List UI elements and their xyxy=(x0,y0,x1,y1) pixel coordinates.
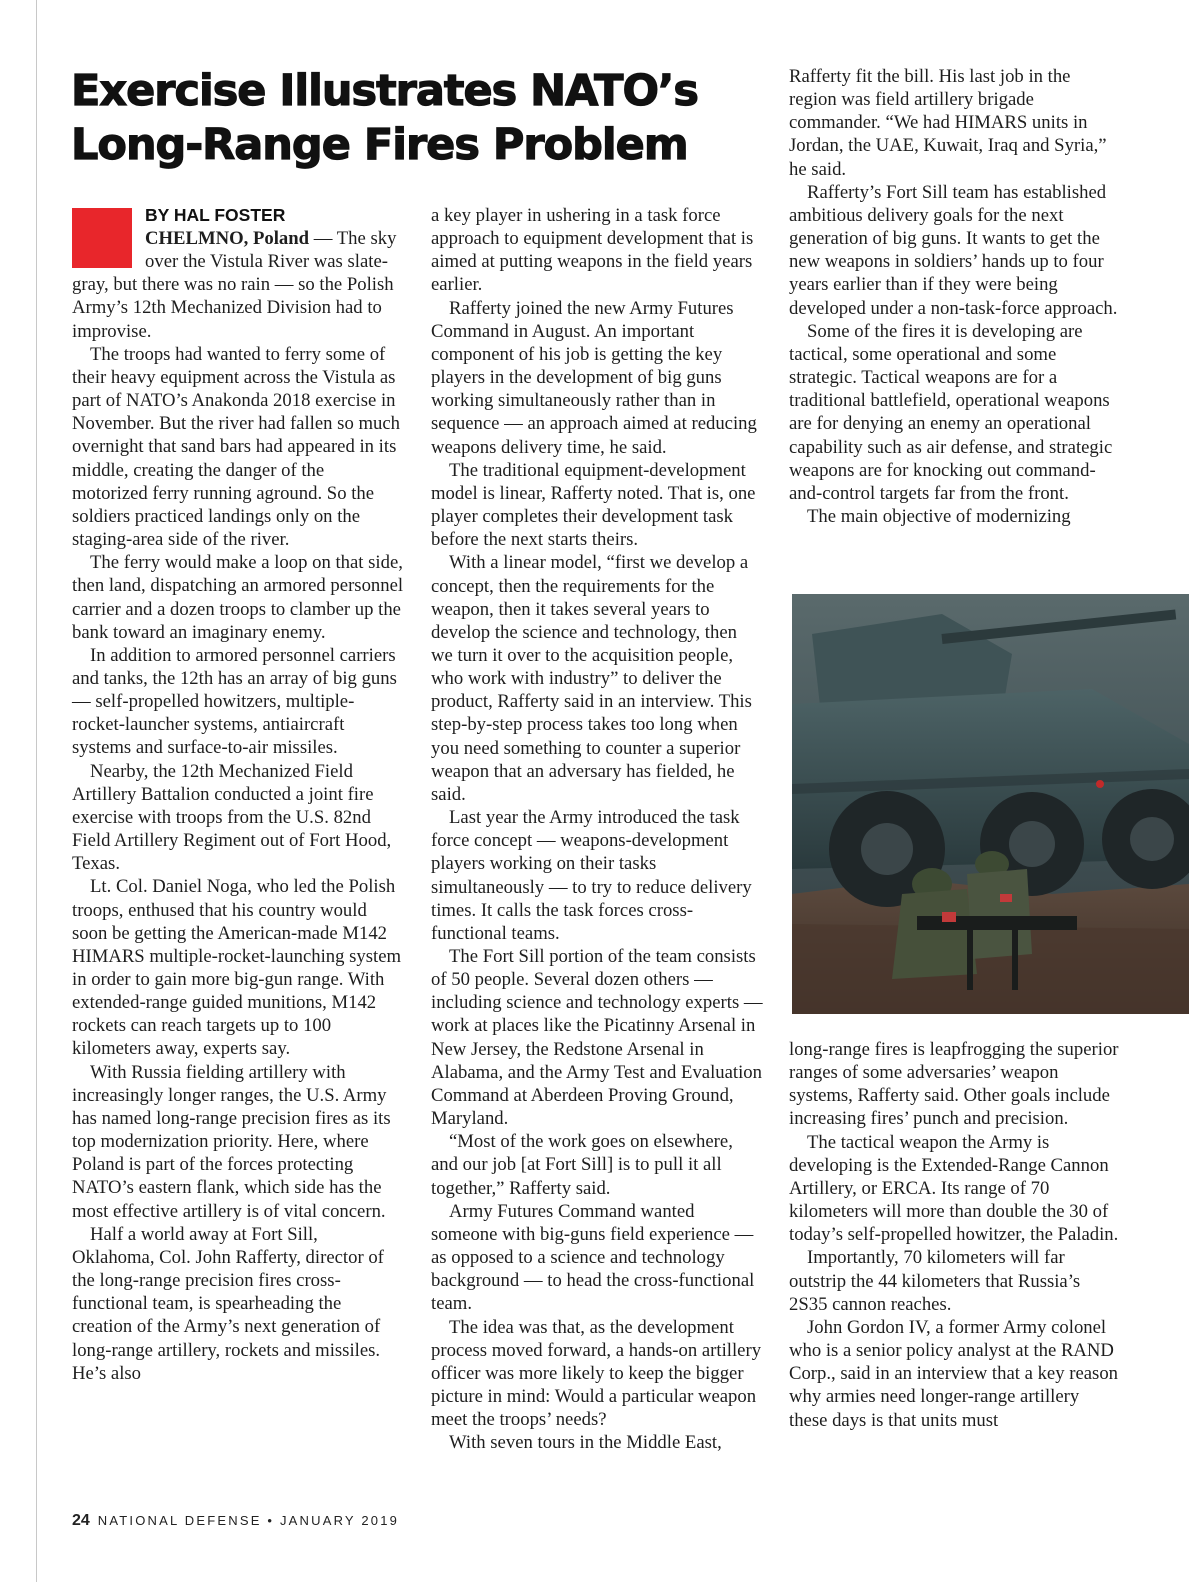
paragraph: Last year the Army introduced the task force concept — weapons-development players working on their tasks simultaneously — to try to reduce delivery times. It calls the task forces cross-functional teams. xyxy=(431,807,752,944)
article-column-3-top xyxy=(789,65,1121,528)
paragraph: The ferry would make a loop on that side, then land, dispatching an armored personnel carrier and a dozen troops to clamber up the bank toward an imaginary enemy. xyxy=(72,552,404,643)
paragraph-continued: Rafferty fit the bill. His last job in the region was field artillery brigade commander. “We had HIMARS units in Jordan, the UAE, Kuwait, Iraq and Syria,” he said. xyxy=(789,66,1107,180)
article-headline xyxy=(71,64,751,172)
page-number: 24 xyxy=(72,1512,90,1529)
paragraph: Half a world away at Fort Sill, Oklahoma, Col. John Rafferty, director of the long-range precision fires cross-functional team, is spearheading the creation of the Army’s next generation of long-range artillery, rockets and missiles. He’s also xyxy=(72,1223,384,1384)
paragraph: Rafferty joined the new Army Futures Command in August. An important component of his job is getting the key players in the development of big guns working simultaneously rather than in sequence — an approach aimed at reducing weapons delivery time, he said. xyxy=(431,297,757,458)
paragraph: The tactical weapon the Army is developing is the Extended-Range Cannon Artillery, or ERCA. Its range of 70 kilometers will more than double the 30 of today’s self-propelled howitzer, the Paladin. xyxy=(789,1131,1119,1246)
paragraph: With seven tours in the Middle East, xyxy=(449,1432,722,1454)
page-edge-rule xyxy=(36,0,37,1582)
byline: BY HAL FOSTER xyxy=(145,205,286,225)
lead-text: — The sky over the Vistula River was slate-gray, but there was no rain — so the Polish Army’s 12th Mechanized Division had to improvise. xyxy=(72,228,397,342)
paragraph: Army Futures Command wanted someone with big-guns field experience — as opposed to a science and technology background — to head the cross-functional team. xyxy=(431,1200,755,1315)
paragraph: Rafferty’s Fort Sill team has established ambitious delivery goals for the next generation of big guns. It wants to get the new weapons in soldiers’ hands up to four years earlier than if they were being developed under a non-task-force approach. xyxy=(789,181,1118,319)
article-column-3-bottom xyxy=(789,1038,1121,1432)
paragraph: “Most of the work goes on elsewhere, and our job [at Fort Sill] is to pull it all together,” Rafferty said. xyxy=(431,1131,733,1199)
paragraph: The main objective of modernizing xyxy=(807,505,1071,527)
armored-vehicle-photo xyxy=(792,594,1189,1014)
paragraph: In addition to armored personnel carriers and tanks, the 12th has an array of big guns — self-propelled howitzers, multiple-rocket-launcher systems, antiaircraft systems and surface-to-air missiles. xyxy=(72,644,397,759)
article-column-2 xyxy=(431,204,763,1454)
page-footer xyxy=(72,1512,399,1530)
paragraph: With Russia fielding artillery with increasingly longer ranges, the U.S. Army has named long-range precision fires as its top modernization priority. Here, where Poland is part of the forces protecting NATO’s eastern flank, which side has the most effective artillery is of vital concern. xyxy=(72,1061,391,1222)
paragraph: Some of the fires it is developing are tactical, some operational and some strategic. Tactical weapons are for a traditional battlefield, operational weapons are for denying an enemy an operational capability such as air defense, and strategic weapons are for knocking out command-and-control targets far from the front. xyxy=(789,320,1113,504)
headline-line-2: Long-Range Fires Problem xyxy=(71,120,688,170)
paragraph: John Gordon IV, a former Army colonel who is a senior policy analyst at the RAND Corp., said in an interview that a key reason why armies need longer-range artillery these days is that units must xyxy=(789,1316,1119,1431)
headline-line-1: Exercise Illustrates NATO’s xyxy=(71,66,698,116)
red-accent-square xyxy=(72,208,132,268)
paragraph: Importantly, 70 kilometers will far outstrip the 44 kilometers that Russia’s 2S35 cannon reaches. xyxy=(789,1247,1081,1315)
paragraph: The troops had wanted to ferry some of their heavy equipment across the Vistula as part of NATO’s Anakonda 2018 exercise in November. But the river had fallen so much overnight that sand bars had appeared in its middle, creating the danger of the motorized ferry running aground. So the soldiers practiced landings only on the staging-area side of the river. xyxy=(72,343,400,551)
paragraph: The traditional equipment-development model is linear, Rafferty noted. That is, one player completes their development task before the next starts theirs. xyxy=(431,459,756,551)
paragraph-continued: a key player in ushering in a task force approach to equipment development that is aimed at putting weapons in the field years earlier. xyxy=(431,205,754,296)
publication-info: NATIONAL DEFENSE • JANUARY 2019 xyxy=(97,1513,400,1528)
article-column-1 xyxy=(72,204,404,1385)
paragraph: The Fort Sill portion of the team consists of 50 people. Several dozen others — including science and technology experts — work at places like the Picatinny Arsenal in New Jersey, the Redstone Arsenal in Alabama, and the Army Test and Evaluation Command at Aberdeen Proving Ground, Maryland. xyxy=(431,946,763,1130)
paragraph: The idea was that, as the development process moved forward, a hands-on artillery officer was more likely to keep the bigger picture in mind: Would a particular weapon meet the troops’ needs? xyxy=(431,1316,762,1431)
dateline: CHELMNO, Poland xyxy=(145,228,310,249)
paragraph-continued: long-range fires is leapfrogging the superior ranges of some adversaries’ weapon systems, Rafferty said. Other goals include increasing fires’ punch and precision. xyxy=(789,1039,1119,1130)
paragraph: With a linear model, “first we develop a concept, then the requirements for the weapon, then it takes several years to develop the science and technology, then we turn it over to the acquisition people, who work with industry” to deliver the product, Rafferty said in an interview. This step-by-step process takes too long when you need something to counter a superior weapon that an adversary has fielded, he said. xyxy=(431,552,752,805)
paragraph: Nearby, the 12th Mechanized Field Artillery Battalion conducted a joint fire exercise with troops from the U.S. 82nd Field Artillery Regiment out of Fort Hood, Texas. xyxy=(72,760,392,875)
paragraph: Lt. Col. Daniel Noga, who led the Polish troops, enthused that his country would soon be getting the American-made M142 HIMARS multiple-rocket-launching system in order to gain more big-gun range. With extended-range guided munitions, M142 rockets can reach targets up to 100 kilometers away, experts say. xyxy=(72,876,402,1060)
